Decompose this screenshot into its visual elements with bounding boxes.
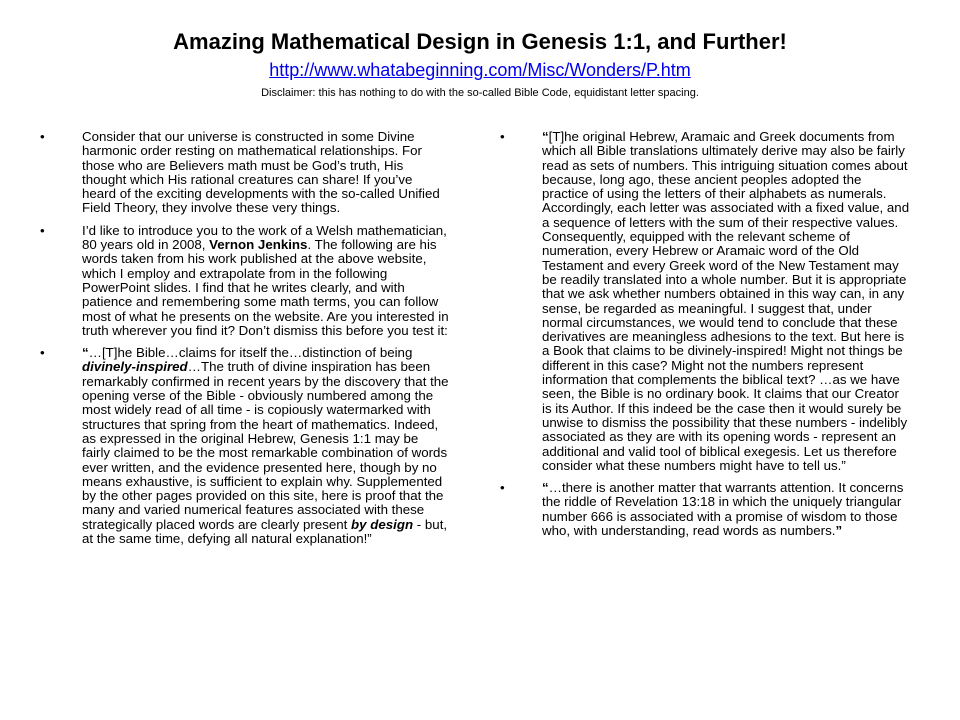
bullet-icon: •	[40, 222, 45, 238]
paragraph-text: I’d like to introduce you to the work of a Welsh mathematician, 80 years old in 2008,	[82, 222, 447, 253]
bullet-item	[40, 130, 450, 216]
bullet-item	[500, 481, 910, 538]
bullet-item	[40, 346, 450, 546]
bullet-icon: •	[500, 129, 505, 144]
right-column	[500, 130, 910, 546]
paragraph-text: . The following are his words taken from his work published at the above website, which I employ and extrapolate from in the following PowerPoint slides. I find that he writes clearly, and with patience and remembering some math terms, you can follow most of what he presents on the website. Are you interested in truth wherever you find it? Don’t dismiss this before you test it:	[82, 237, 449, 338]
left-column	[40, 130, 450, 554]
open-quote: “	[542, 480, 549, 496]
paragraph-text: …The truth of divine inspiration has been remarkably confirmed in recent years by the discovery that the opening verse of the Bible - obviously numbered among the most widely read of all time - is copiously watermarked with structures that spring from the heart of mathematics. Indeed, as expressed in the original Hebrew, Genesis 1:1 may be fairly claimed to be the most remarkable combination of words ever written, and the evidence presented here, though by no means exhaustive, is sufficient to explain why. Supplemented by the other pages provided on this site, here is proof that the many and varied numerical features associated with these strategically placed words are clearly present	[82, 359, 449, 532]
disclaimer-text: Disclaimer: this has nothing to do with the so-called Bible Code, equidistant letter spacing.	[261, 87, 699, 99]
open-quote: “	[82, 345, 89, 361]
author-name: Vernon Jenkins	[209, 237, 308, 253]
bullet-icon: •	[40, 129, 45, 144]
paragraph-text: …[T]he Bible…claims for itself the…distinction of being	[88, 345, 413, 361]
bullet-icon: •	[40, 345, 45, 361]
bullet-item	[500, 130, 910, 473]
paragraph-text: …there is another matter that warrants attention. It concerns the riddle of Revelation 13:18 in which the uniquely triangular number 666 is associated with a promise of wisdom to those who, with understanding, read words as numbers.	[542, 480, 904, 539]
emphasis-text: divinely-inspired	[82, 359, 188, 375]
slide-title: Amazing Mathematical Design in Genesis 1:1, and Further!	[173, 29, 787, 54]
emphasis-text: by design	[351, 516, 414, 532]
paragraph-text: Consider that our universe is constructed in some Divine harmonic order resting on mathematical relationships. For those who are Believers math must be God’s truth, His thought which His rational creatures can share! If you’ve heard of the exciting developments with the so-called Unified Field Theory, they involve these very things.	[82, 129, 440, 216]
bullet-item	[40, 224, 450, 338]
open-quote: “	[542, 129, 549, 144]
source-link[interactable]: http://www.whatabeginning.com/Misc/Wonders/P.htm	[269, 60, 691, 80]
paragraph-text: [T]he original Hebrew, Aramaic and Greek documents from which all Bible translations ultimately derive may also be fairly read as sets of numbers. This intriguing situation comes about because, long ago, these ancient peoples adopted the practice of using the letters of their alphabets as numerals. Accordingly, each letter was associated with a fixed value, and a sequence of letters with the sum of their respective values. Consequently, equipped with the relevant scheme of numeration, every Hebrew or Aramaic word of the Old Testament and every Greek word of the New Testament may be readily translated into a whole number. But it is appropriate that we ask whether numbers obtained in this way can, in any sense, be regarded as meaningful. I suggest that, under normal circumstances, we would tend to conclude that these derivatives are meaningless adhesions to the text. But here is a Book that claims to be divinely-inspired! Might not things be different in this case? Might not the numbers represent information that complements the biblical text? …as we have seen, the Bible is no ordinary book. It claims that our Creator is its Author. If this indeed be the case then it would surely be unwise to dismiss the possibility that these numbers - indelibly associated as they are with its opening words - represent an additional and valid tool of biblical exegesis. Let us therefore consider what these numbers might have to tell us.”	[542, 129, 910, 473]
paragraph-text: - but, at the same time, defying all natural explanation!”	[82, 516, 448, 547]
slide-header	[20, 28, 940, 100]
close-quote: ”	[835, 523, 843, 539]
bullet-icon: •	[500, 480, 505, 496]
